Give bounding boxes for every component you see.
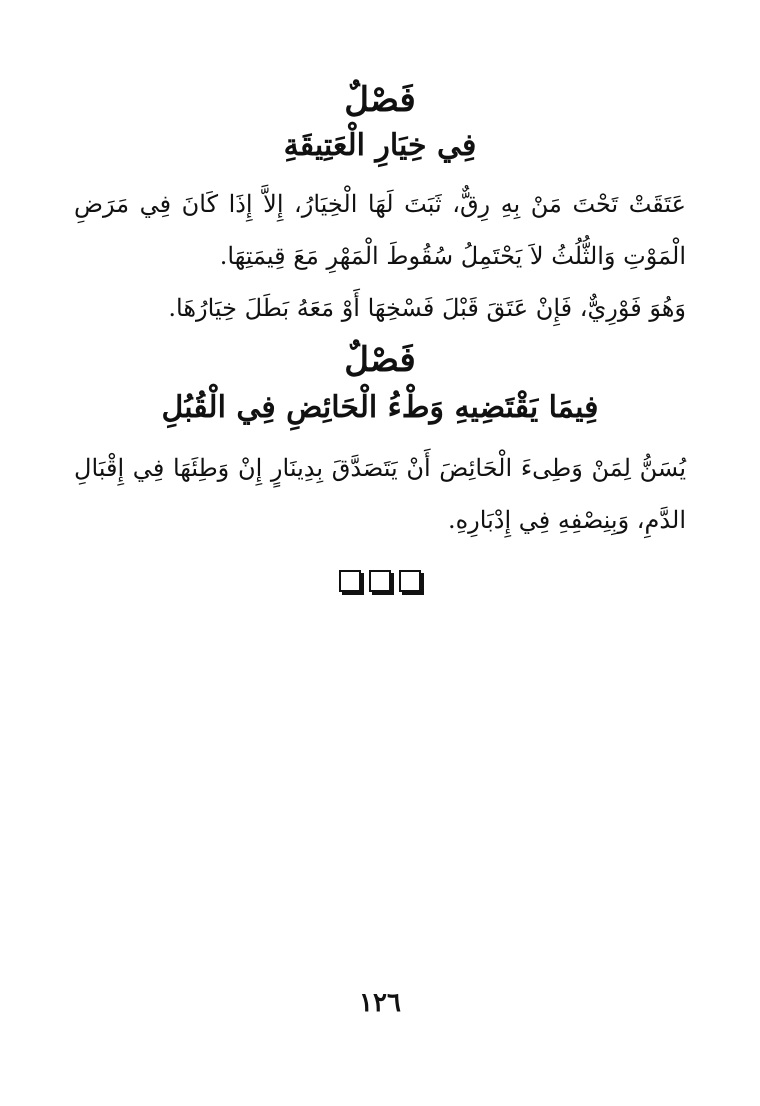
page-number: ١٢٦ — [359, 988, 401, 1018]
end-ornament — [0, 570, 760, 592]
square-ornament-icon — [339, 570, 361, 592]
section-label-1: فَصْلٌ — [344, 80, 416, 120]
section-title-1: فِي خِيَارِ الْعَتِيقَةِ — [283, 128, 477, 163]
square-ornament-icon — [369, 570, 391, 592]
paragraph-2: وَهُوَ فَوْرِيٌّ، فَإِنْ عَتَقَ قَبْلَ فَسْخِهَا أَوْ مَعَهُ بَطَلَ خِيَارُهَا. — [168, 294, 686, 322]
section-title-2: فِيمَا يَقْتَضِيهِ وَطْءُ الْحَائِضِ فِي الْقُبُلِ — [161, 390, 599, 425]
section-label-2: فَصْلٌ — [344, 340, 416, 380]
paragraph-1: عَتَقَتْ تَحْتَ مَنْ بِهِ رِقٌّ، ثَبَتَ لَهَا الْخِيَارُ، إِلاَّ إِذَا كَانَ فِي مَرَضِ الْمَوْتِ وَالثُّلُثُ لاَ يَحْتَمِلُ سُقُوطَ الْمَهْرِ مَعَ قِيمَتِهَا. — [74, 190, 686, 270]
paragraph-3: يُسَنُّ لِمَنْ وَطِىءَ الْحَائِضَ أَنْ يَتَصَدَّقَ بِدِينَارٍ إِنْ وَطِئَهَا فِي إِقْبَالِ الدَّمِ، وَبِنِصْفِهِ فِي إِدْبَارِهِ. — [74, 454, 686, 534]
square-ornament-icon — [399, 570, 421, 592]
